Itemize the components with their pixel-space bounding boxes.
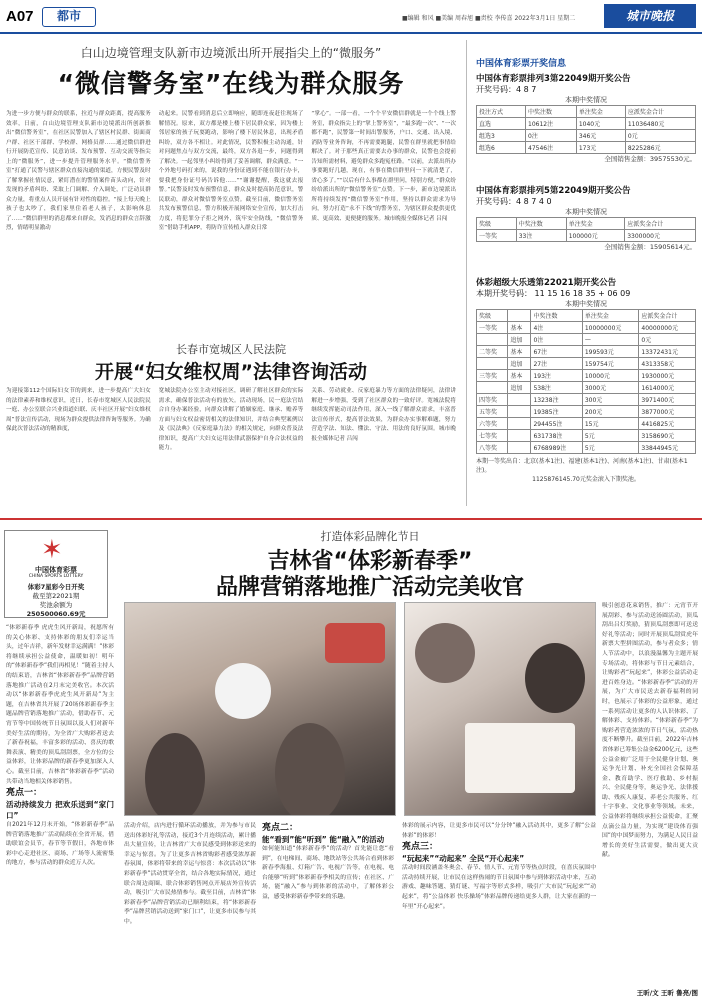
article-text: 活动时间段涵盖冬奥会、春节、情人节、元宵节等热点时段，在喜庆氛围中活动持续开展，让市民在这样热闹的节日氛围中参与到体彩活动中来，互动游戏、趣味答题、猜灯谜、写福字等形式多样，吸引广大市民“玩起来”“动起来”，将“公益体彩 快乐操场”体彩品牌传递给更多人群，让大家在新的一年里“开心起来”。 (402, 865, 596, 910)
table-cell: 3000元 (582, 382, 639, 394)
table-cell: 0注 (526, 130, 577, 142)
editor-info: ■编辑 和风 ■美编 周春旭 ■责校 李传喜 2022年3月1日 星期二 (402, 15, 576, 22)
pailie5-caption: 本期中奖情况 (565, 208, 607, 216)
table-cell: 追加 (508, 334, 531, 346)
table-row (477, 382, 696, 394)
table-cell: 一等奖 (477, 230, 517, 242)
masthead-rule (0, 32, 702, 34)
table-cell: 0元 (639, 334, 696, 346)
table-header-cell: 奖级 (477, 310, 508, 322)
article-column: 为进一步方便与群众的联系，拉近与群众距离，提高服务效率，日前，白山边境管理支队新市边境派出所创新推出“微信警务室”，在社区民警加入了辖区村民群、街面商户群、社区干部群、学校群、网格员群……通过微信群进行开展防范宣传、民意访谈、发布预警、互动交流等指尖上的“微服务”，进一步提升管理服务水平。“微信警务室”打通了民警与辖区群众直接沟通的渠道，方便民警及时了解掌握社情民意，紧盯潜在的警情案件苗头动向，针对发现的矛盾纠纷、采取上门调解、介入调处，广泛动员群众力量，将重点人员开展有针对性的稳控。“接上每天晚上孩子也太吵了，我们家里住着老人孩子，太影响休息了……”微信群里的消息都来自群众，发消息的群众言辞激烈，情绪明显激动 (6, 111, 151, 231)
table-row (477, 230, 696, 242)
crowd-shape (415, 623, 475, 683)
table-cell: 100000元 (566, 230, 624, 242)
table-cell (508, 394, 531, 406)
sports-lottery-logo-icon: ✶ (41, 535, 63, 565)
table-header-cell: 奖级 (477, 218, 517, 230)
table-cell: 346元 (576, 130, 625, 142)
table-header-cell (508, 310, 531, 322)
pool-label: 奖池余额为 (39, 601, 73, 609)
paper-shape (465, 723, 575, 793)
lottery-title-block (476, 56, 696, 69)
dlt-heading: 体彩超级大乐透第22021期开奖公告 (476, 278, 617, 288)
table-cell: 七等奖 (477, 430, 508, 442)
table-cell: 8225286元 (625, 142, 695, 154)
table-cell: 27注 (531, 358, 582, 370)
promo-subtitle: 打造体彩品牌化节日 (320, 530, 420, 543)
brand-name-en: CHINA SPORTS LOTTERY (28, 574, 84, 579)
page-number: A07 (6, 8, 34, 25)
dlt-pool: 1125876145.70元奖金滚入下期奖池。 (532, 476, 640, 483)
table-cell: 二等奖 (477, 346, 508, 358)
mascot-shape (215, 663, 271, 719)
table-cell: 19385注 (531, 406, 582, 418)
crowd-shape (275, 723, 345, 816)
promo-column-1 (6, 624, 114, 996)
table-cell: 33844945元 (639, 442, 696, 454)
byline: 王昕/文 王昕 鲁亮/图 (636, 989, 698, 997)
promo-article (0, 510, 702, 1000)
table-header-cell: 中奖注数 (531, 310, 582, 322)
table-header-cell: 单注奖金 (576, 106, 625, 118)
promo-headline: 吉林省“体彩新春季” (267, 549, 473, 574)
pailie3-sales: 全国销售金额：39575530元。 (604, 155, 696, 163)
dlt-block (476, 276, 696, 484)
article-court (0, 337, 462, 505)
article-headline: 开展“妇女维权周”法律咨询活动 (95, 361, 367, 383)
table-cell: 40000000元 (639, 322, 696, 334)
table-row (477, 406, 696, 418)
table-cell (508, 418, 531, 430)
crowd-shape (525, 643, 585, 713)
highlight-subheading: 活动持续发力 把欢乐送到“家门口” (6, 800, 114, 821)
table-cell (508, 442, 531, 454)
highlight-heading: 亮点二： (262, 823, 299, 833)
table-cell: 10000000元 (582, 322, 639, 334)
article-text: 自2021年12月末开始，“体彩新春季”品牌营销落地推广活动陆续在全省开展，借助联谊会员节，春节等节假日，各地市体彩中心走进社区、商场、广场等人流密集的地方，参与活动的群众近万人次。 (6, 822, 114, 867)
article-text: 活动介绍，店内进行循环活动播放，并为参与市民送出体彩好礼等活动，接近3个月连续活动，累计播出大量宣传，让吉林省广大市民感受到体彩送来的幸运与惊喜。为了让更多吉林省购彩者感受浓厚新春氛围，体彩将带来的幸运与惊喜：本次活动以“体彩新春季”活动贯穿全省，结合各地实际情况，通过联合周边商圈、联合体彩销售网点开展店外宣传活动，吸引广大市民热情参与。截至目前，吉林省“体彩新春季”品牌营销活动已顺利结束，将“体彩新春季”品牌营销活动送到“家门口”，让更多市民参与其中。 (124, 823, 256, 925)
highlight-heading: 亮点一： (6, 788, 43, 799)
table-row (477, 358, 696, 370)
table-cell: 300元 (582, 394, 639, 406)
table-cell: 10612注 (526, 118, 577, 130)
table-header-cell: 中奖注数 (526, 106, 577, 118)
table-cell: 294455注 (531, 418, 582, 430)
table-cell (508, 406, 531, 418)
table-cell: 3158690元 (639, 430, 696, 442)
promo-column-3 (262, 822, 394, 998)
table-cell: 6768989注 (531, 442, 582, 454)
table-header-cell: 应派奖金合计 (625, 218, 696, 230)
article-police (0, 36, 462, 336)
pailie5-block (476, 184, 696, 251)
promo-column-5 (602, 602, 698, 986)
table-row (477, 142, 696, 154)
lottery-results (476, 56, 696, 514)
table-cell: 15元 (582, 418, 639, 430)
highlight-subheading: “玩起来”“动起来” 全民“开心起来” (402, 854, 525, 864)
table-row (477, 334, 696, 346)
pailie5-table (476, 217, 696, 242)
table-row (477, 442, 696, 454)
table-cell: 基本 (508, 322, 531, 334)
table-cell: 199593元 (582, 346, 639, 358)
table-cell: 3971400元 (639, 394, 696, 406)
table-row (477, 130, 696, 142)
table-cell: 10000元 (582, 370, 639, 382)
table-cell: 0注 (531, 334, 582, 346)
table-cell (508, 430, 531, 442)
pailie3-caption: 本期中奖情况 (565, 96, 607, 104)
table-cell: 六等奖 (477, 418, 508, 430)
masthead (0, 0, 702, 40)
article-text: “体彩新春季 虎虎生风开新局，祝愿所有的关心体彩、支持体彩的朋友们幸运当头，过年吉祥，新年发财幸运满满！”体彩将继续承担公益使命，温暖如初！明年的“体彩新春季”我们再相见！”随着主持人的结束语，吉林省“体彩新春季”品牌营销落地推广活动在2月末完美收官。本次活动以“体彩新春季虎虎生风开新局”为主题，在吉林省共开展了20场体彩新春季主题品牌营销落地推广活动，借助春节、元宵节等中国传统节日氛围以及人们对新年美好生活的期待，为全省广大购彩者送去了新春祝福，丰富多彩的活动、喜庆的歌舞表演、精美的顶瓜刮刮票，全方位的公益体彩，让体彩品牌的新春季更加深入人心。截至目前，吉林省“体彩新春季”活动共带动当地相关体彩销售。 (6, 625, 114, 785)
event-photo-calligraphy (404, 602, 596, 816)
dlt-number: 本期开奖号码： 11 15 16 18 35 + 06 09 (476, 289, 631, 298)
highlight-subheading: 能“看到”能“听到” 能“融入”的活动 (262, 835, 385, 844)
table-cell: 3300000元 (625, 230, 696, 242)
table-cell: 4注 (531, 322, 582, 334)
article-text: 吸引创意花束销售，推广：元宵节开展刮彩、参与活动送汤圆活动，顶瓜刮出吕灯奖励，猜顶瓜刮票即可送送好礼等活动；同时开展顶瓜刮赏虎年新票大型拼图活动，参与者众多；情人节活动中，以浪漫温馨为主题开展专场活动，将体彩与节日元素结合，让购彩者“玩起来”，体彩公益活动走进百姓身边。“体彩新春季”活动的开展，为广大市民送去新春福利的同时，也展示了体彩的公益形象，通过一系列活动让更多的人认识体彩、了解体彩、支持体彩。“体彩新春季”为购彩者营造浓浓的节日气氛，活动热度不断攀升。截至目前，2022年吉林省体彩已筹集公益金6200亿元，这些公益金被广泛用于全民健身计划、奥运争光计划、补充全国社会保障基金、教育助学、医疗救助、乡村振兴、全民健身等，奥运争光、法律援助、残疾人康复、养老公共服务、红十字事业、文化事业等领域。未来，公益体彩将继续承担公益使命，汇聚点滴公益力量，为实现“建设体育强国”的中国梦而努力，为满足人民日益增长的美好生活需要，做出更大贡献。 (602, 603, 698, 859)
article-column: 为迎接第112个国际妇女节的到来，进一步提高广大妇女的法律素养和维权意识，近日，长春市宽城区人民法院民一庭、办公室联合兴业街道妇联、庆丰社区开展“妇女维权周”普法宣传活动，现场为群众提供法律咨询等服务。为确保此次普法活动的精准度， (6, 388, 151, 432)
promo-column-2 (124, 822, 256, 998)
pailie3-block (476, 72, 696, 163)
pailie5-heading: 中国体育彩票排列5第22049期开奖公告 (476, 186, 631, 196)
banner-shape (325, 623, 385, 663)
table-cell: 193注 (531, 370, 582, 382)
article-text: 体彩的展示内容，让更多市民可以“分分钟”融入活动其中，更多了解“公益体彩”的体彩！ (402, 823, 596, 839)
table-row (477, 118, 696, 130)
table-cell: 5元 (582, 430, 639, 442)
table-row (477, 346, 696, 358)
table-cell: 173元 (576, 142, 625, 154)
table-cell: 直选 (477, 118, 526, 130)
column-divider (466, 40, 467, 506)
table-cell: 追加 (508, 382, 531, 394)
table-cell: 33注 (516, 230, 566, 242)
table-cell: 47546注 (526, 142, 577, 154)
table-cell: 4313358元 (639, 358, 696, 370)
section-badge: 都市 (42, 7, 96, 27)
table-row (477, 322, 696, 334)
dlt-caption: 本期中奖情况 (565, 300, 607, 308)
table-cell (477, 358, 508, 370)
table-row (477, 394, 696, 406)
table-cell: 追加 (508, 358, 531, 370)
table-header-cell: 应派奖金合计 (625, 106, 695, 118)
table-cell: 11036480元 (625, 118, 695, 130)
table-row (477, 430, 696, 442)
article-text: 如何能知道“体彩新春季”的活动？首先能让您“看到”，在电梯间、商场、地铁站等公共场合看到体彩新春季海报、灯箱广告、电视广告等，在电视、电台能够“听到”体彩新春季相关的宣传；在社区、广场，能“融入”参与到体彩的活动中，了解体彩公益，感受体彩新春季带来的乐趣。 (262, 846, 394, 900)
highlight-heading: 亮点三： (402, 842, 439, 853)
table-cell: 1040元 (576, 118, 625, 130)
article-column: “掌心”。一部一看，一个个平安微信群就是一个个线上警务室，群众指尖上的“掌上警务室”，“最多跑一次”、“一次都不跑”，民警第一时间出警服务，户口、交通、出入境、消防等业务咨询，不再需要跑腿，民警在群里就把事情给解决了。对于那些真正需要去办事的群众，民警也会提前告知所需材料，避免群众多跑冤枉路。“以前，去派出所办事要跑好几趟，现在，有事在微信群里问一下就清楚了，省心多了。”“以后有什么事都在群里问，特别方便。”群众纷纷给派出所的“微信警务室”点赞。下一步，新市边境派出所将持续发挥“微信警务室”作用，坚持以群众需求为导向，努力打造“永不下线”的警务室，为辖区群众提供更优质、更高效、更便捷的服务。城市晚报全媒体记者 吕闯 (311, 111, 457, 222)
table-cell: 组选3 (477, 130, 526, 142)
pailie5-number: 开奖号码：4 8 7 4 0 (476, 197, 552, 206)
table-header-row (477, 106, 696, 118)
pailie5-sales: 全国销售金额：15905614元。 (604, 243, 696, 251)
event-photo-stage (124, 602, 396, 816)
table-cell: 631738注 (531, 430, 582, 442)
table-cell: 八等奖 (477, 442, 508, 454)
dlt-table (476, 309, 696, 454)
article-column: 宽城法院办公室主动对接社区，调研了解社区群众的实际需求，确保普法活动有的放矢。活动现场，民一庭法官结合自身办案经验，向群众讲解了婚姻家庭、继承、赡养等方面与妇女权益密切相关的法律知识，并结合典型案例以及《民法典》《反家庭暴力法》的相关规定，向群众普及法律知识，提高广大妇女运用法律武器保护自身合法权益的能力。 (158, 388, 304, 451)
draw-today: 体彩7星彩今日开奖 (27, 583, 85, 591)
table-cell: 0元 (625, 130, 695, 142)
paper-logo: 城市晚报 (604, 4, 696, 28)
table-cell: 3877000元 (639, 406, 696, 418)
table-header-cell: 单注奖金 (582, 310, 639, 322)
table-cell (477, 334, 508, 346)
table-cell (477, 382, 508, 394)
table-header-cell: 投注方式 (477, 106, 526, 118)
table-cell: 13372431元 (639, 346, 696, 358)
table-cell: 组选6 (477, 142, 526, 154)
table-row (477, 370, 696, 382)
article-column: 动起来。民警看到消息后立即响应，随即连夜赶往现场了解情况。原来，双方都是楼上楼下居民群众家，因为楼上邻居家的孩子玩耍跑动，影响了楼下居民休息，出现矛盾纠纷，双方各不相让。对此情况，民警积极主动沟通，针对问题焦点与双方交流，最终，双方各退一步，问题得到了解决。一起邻里小纠纷得到了妥善调解，群众满意。“一个外地号码打来的，说我的身份证遇到不能在银行办卡，要我把身份证号码告诉他……”“谢谢提醒，我这就去报警。”民警及时发布预警信息，群众及时提高防范意识，警民联动，群众对微信警务室点赞。截至目前，微信警务室共发布预警信息，警方积极开展网络安全宣传，加大打击力度，将犯罪分子拒之网外，筑牢安全防线，“微信警务室”借助手机APP，将防诈宣传植入群众日常 (158, 111, 304, 231)
table-header-cell: 单注奖金 (566, 218, 624, 230)
article-subtitle: 长春市宽城区人民法院 (176, 343, 286, 356)
brand-name: 中国体育彩票 (35, 566, 77, 574)
section-rule (0, 518, 702, 520)
table-header-cell: 中奖注数 (516, 218, 566, 230)
table-cell: — (582, 334, 639, 346)
table-cell: 五等奖 (477, 406, 508, 418)
dlt-note: 本期一等奖出自：北京(基本1注)、福建(基本1注)、河南(基本1注)、甘肃(基本1注)。 (476, 458, 688, 474)
table-header-row (477, 310, 696, 322)
table-cell: 5元 (582, 442, 639, 454)
table-row (477, 418, 696, 430)
pailie3-number: 开奖号码：4 8 7 (476, 85, 537, 94)
table-cell: 一等奖 (477, 322, 508, 334)
table-cell: 1614000元 (639, 382, 696, 394)
table-cell: 538注 (531, 382, 582, 394)
table-cell: 1930000元 (639, 370, 696, 382)
table-cell: 13238注 (531, 394, 582, 406)
pailie3-heading: 中国体育彩票排列3第22049期开奖公告 (476, 74, 631, 84)
table-cell: 200元 (582, 406, 639, 418)
article-headline: “微信警务室”在线为群众服务 (57, 69, 405, 98)
table-cell: 67注 (531, 346, 582, 358)
table-cell: 四等奖 (477, 394, 508, 406)
table-cell: 4416825元 (639, 418, 696, 430)
table-header-cell: 应派奖金合计 (639, 310, 696, 322)
crowd-shape (145, 733, 205, 816)
lottery-info-box (4, 530, 108, 618)
article-subtitle: 白山边境管理支队新市边境派出所开展指尖上的“微服务” (80, 46, 382, 60)
pailie3-table (476, 105, 696, 154)
table-cell: 三等奖 (477, 370, 508, 382)
table-header-row (477, 218, 696, 230)
article-column: 关系、劳动就业、反家庭暴力等方面的法律疑问，法律讲解进一步增强，受到了社区群众的一致好评。宽城法院将继续发挥能动司法作用，深入一线了解群众需求，丰富普法宣传形式，提高普法效果，为群众办实事解难题，努力营造学法、知法、懂法、守法、用法的良好氛围。城市晚报全媒体记者 吕闯 (311, 388, 457, 442)
table-cell: 基本 (508, 370, 531, 382)
table-cell: 159754元 (582, 358, 639, 370)
draw-deadline: 截至第22021期 (32, 592, 80, 600)
promo-headline-2: 品牌营销落地推广活动完美收官 (215, 575, 524, 600)
lottery-title: 中国体育彩票开奖信息 (476, 59, 567, 69)
article-body (6, 110, 456, 332)
promo-column-4 (402, 822, 596, 998)
pool-amount: 250500060.69元 (26, 610, 86, 618)
table-cell: 基本 (508, 346, 531, 358)
article-body (6, 387, 456, 499)
